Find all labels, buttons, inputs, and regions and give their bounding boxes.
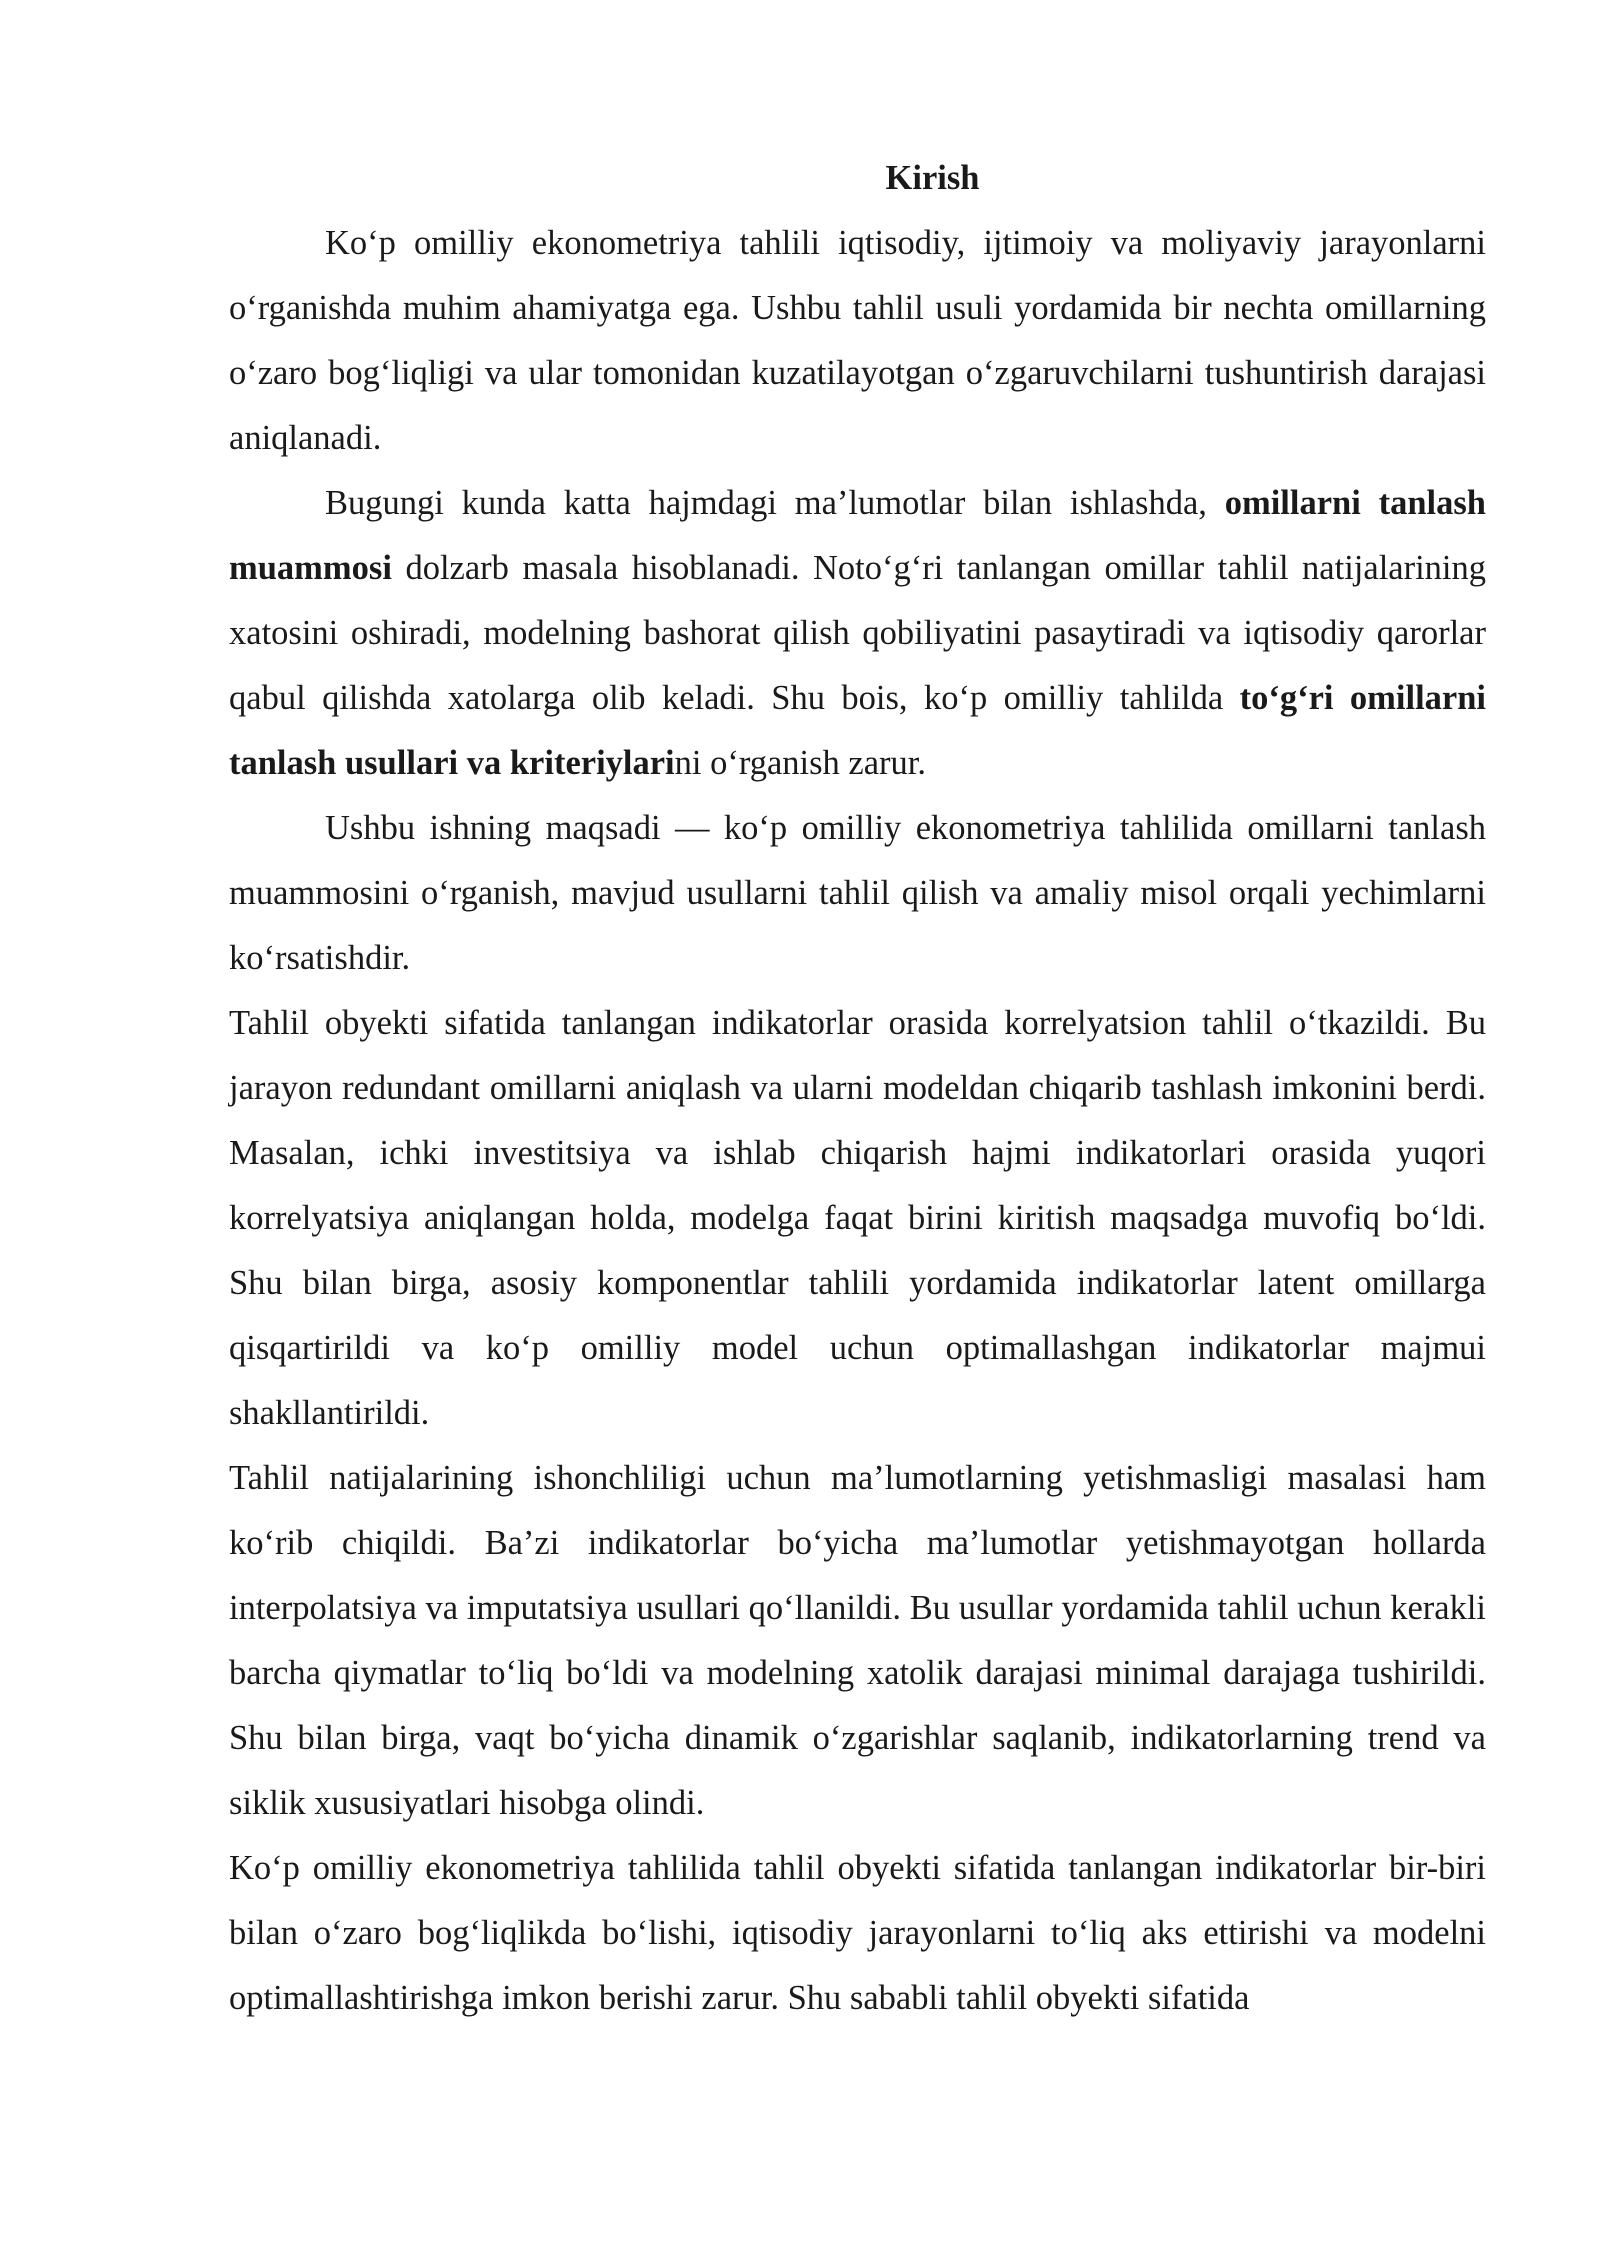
paragraph-correlation: Tahlil obyekti sifatida tanlangan indikatorlar orasida korrelyatsion tahlil o‘tkazildi. Bu jarayon redundant omillarni aniqlash va ularni modeldan chiqarib tashlash imkonini berdi. Masalan, ichki investitsiya va ishlab chiqarish hajmi indikatorlari orasida yuqori korrelyatsiya aniqlangan holda, modelga faqat birini kiritish maqsadga muvofiq bo‘ldi. Shu bilan birga, asosiy komponentlar tahlili yordamida indikatorlar latent omillarga qisqartirildi va ko‘p omilliy model uchun optimallashgan indikatorlar majmui shakllantirildi. bbox=[229, 1004, 1486, 1432]
paragraph-indicators: Ko‘p omilliy ekonometriya tahlilida tahlil obyekti sifatida tanlangan indikatorlar bir-biri bilan o‘zaro bog‘liqlikda bo‘lishi, iqtisodiy jarayonlarni to‘liq aks ettirishi va modelni optimallashtirishga imkon berishi zarur. Shu sababli tahlil obyekti sifatida bbox=[229, 1849, 1486, 2017]
bold-phrase-factor-selection: omillarni tanlash muammosi bbox=[229, 484, 1486, 587]
paragraph-problem bbox=[229, 471, 1486, 796]
page-title: Kirish bbox=[885, 159, 980, 197]
paragraph-problem-text-1: Bugungi kunda katta hajmdagi ma’lumotlar bilan ishlashda, bbox=[325, 484, 1225, 522]
paragraph-problem-text-2: dolzarb masala hisoblanadi. Noto‘g‘ri tanlangan omillar tahlil natijalarining xatosini oshiradi, modelning bashorat qilish qobiliyatini pasaytiradi va iqtisodiy qarorlar qabul qilishda xatolarga olib keladi. Shu bois, ko‘p omilliy tahlilda bbox=[229, 549, 1486, 717]
paragraph-goal: Ushbu ishning maqsadi — ko‘p omilliy ekonometriya tahlilida omillarni tanlash muammosini o‘rganish, mavjud usullarni tahlil qilish va amaliy misol orqali yechimlarni ko‘rsatishdir. bbox=[229, 809, 1486, 977]
paragraph-intro: Ko‘p omilliy ekonometriya tahlili iqtisodiy, ijtimoiy va moliyaviy jarayonlarni o‘rganishda muhim ahamiyatga ega. Ushbu tahlil usuli yordamida bir nechta omillarning o‘zaro bog‘liqligi va ular tomonidan kuzatilayotgan o‘zgaruvchilarni tushuntirish darajasi aniqlanadi. bbox=[229, 224, 1486, 457]
document-page bbox=[229, 146, 1486, 2031]
bold-phrase-methods-criteria: to‘g‘ri omillarni tanlash usullari va kriteriylari bbox=[229, 679, 1486, 782]
paragraph-missing-data: Tahlil natijalarining ishonchliligi uchun ma’lumotlarning yetishmasligi masalasi ham ko‘rib chiqildi. Ba’zi indikatorlar bo‘yicha ma’lumotlar yetishmayotgan hollarda interpolatsiya va imputatsiya usullari qo‘llanildi. Bu usullar yordamida tahlil uchun kerakli barcha qiymatlar to‘liq bo‘ldi va modelning xatolik darajasi minimal darajaga tushirildi. Shu bilan birga, vaqt bo‘yicha dinamik o‘zgarishlar saqlanib, indikatorlarning trend va siklik xususiyatlari hisobga olindi. bbox=[229, 1459, 1486, 1822]
paragraph-problem-text-3: ni o‘rganish zarur. bbox=[674, 744, 926, 782]
